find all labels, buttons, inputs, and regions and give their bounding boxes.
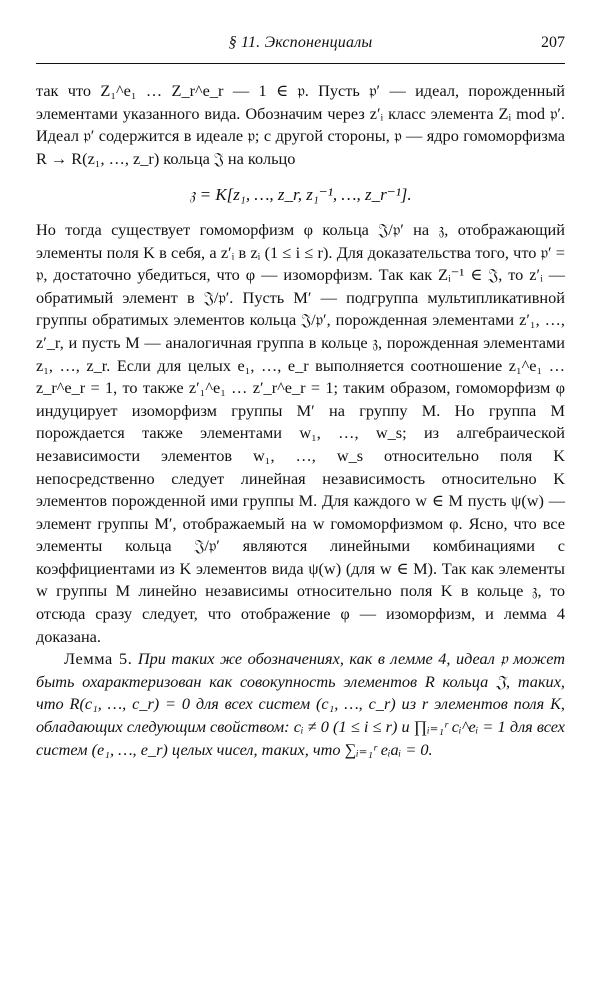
lemma-5 <box>36 648 565 761</box>
header-rule <box>36 63 565 64</box>
page-body <box>36 80 565 761</box>
paragraph-1: так что Z₁^e₁ … Z_r^e_r — 1 ∈ 𝔭. Пусть 𝔭′ — идеал, порожденный элементами указанного вида. Обозначим через z′ᵢ класс элемента Zᵢ mod 𝔭′. Идеал 𝔭′ содержится в идеале 𝔭; с другой стороны, 𝔭 — ядро гомоморфизма R → R(z₁, …, z_r) кольца 𝔍 на кольцо <box>36 81 565 168</box>
running-head: § 11. Экспоненциалы <box>228 34 373 51</box>
paragraph-2: Но тогда существует гомоморфизм φ кольца 𝔍/𝔭′ на 𝔷, отображающий элементы поля K в себя, а z′ᵢ в zᵢ (1 ≤ i ≤ r). Для доказательства того, что 𝔭′ = 𝔭, достаточно убедиться, что φ — изоморфизм. Так как Zᵢ⁻¹ ∈ 𝔍, то z′ᵢ — обратимый элемент в 𝔍/𝔭′. Пусть M′ — подгруппа мультипликативной группы обратимых элементов кольца 𝔍/𝔭′, порожденная элементами z′₁, …, z′_r, и пусть M — аналогичная группа в кольце 𝔷, порожденная элементами z₁, …, z_r. Если для целых e₁, …, e_r выполняется соотношение z₁^e₁ … z_r^e_r = 1, то также z′₁^e₁ … z′_r^e_r = 1; таким образом, гомоморфизм φ индуцирует изоморфизм группы M′ на группу M. Но группа M порождается также элементами w₁, …, w_s; из алгебраической независимости элементов w₁, …, w_s относительно поля K непосредственно следует линейная независимость относительно K элементов порожденной ими группы M. Для каждого w ∈ M пусть ψ(w) — элемент группы M′, отображаемый на w гомоморфизмом φ. Ясно, что все элементы кольца 𝔍/𝔭′ являются линейными комбинациями с коэффициентами из K элементов вида ψ(w) (для w ∈ M). Так как элементы w группы M линейно независимы относительно поля K в кольце 𝔷, то отсюда сразу следует, что отображение φ — изоморфизм, и лемма 4 доказана. <box>36 219 565 646</box>
lemma-text: При таких же обозначениях, как в лемме 4, идеал 𝔭 может быть охарактеризован как совокупность элементов R кольца 𝔍, таких, что R(c₁, …, c_r) = 0 для всех систем (c₁, …, c_r) из r элементов поля K, обладающих следующим свойством: cᵢ ≠ 0 (1 ≤ i ≤ r) и ∏ᵢ₌₁ʳ cᵢ^eᵢ = 1 для всех систем (e₁, …, e_r) целых чисел, таких, что ∑ᵢ₌₁ʳ eᵢaᵢ = 0. <box>36 649 565 759</box>
lemma-title: Лемма 5. <box>64 649 133 669</box>
page-header <box>36 0 565 64</box>
page-number: 207 <box>541 34 565 51</box>
display-formula: 𝔷 = K[z₁, …, z_r, z₁⁻¹, …, z_r⁻¹]. <box>189 185 412 205</box>
